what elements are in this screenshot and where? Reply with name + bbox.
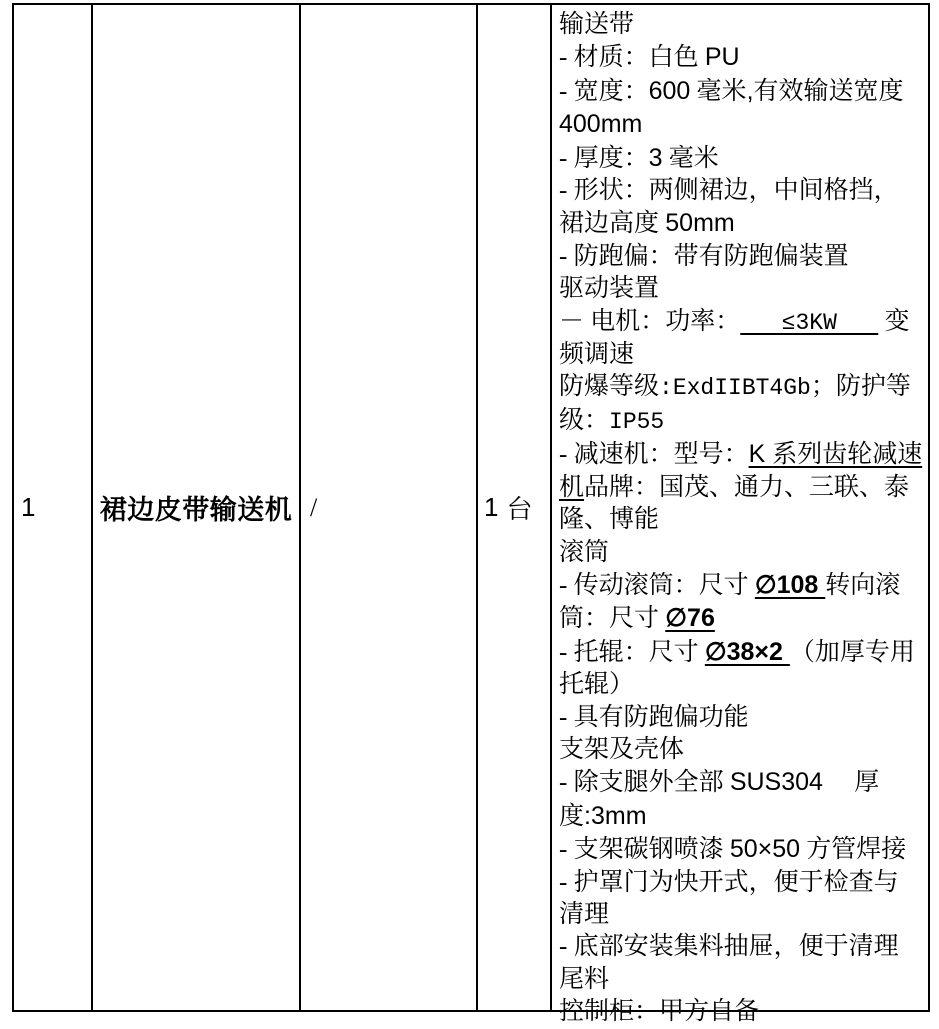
spec-line: 筒：尺寸 ∅76 xyxy=(559,604,715,633)
spec-line: 驱动装置 xyxy=(559,275,660,303)
spec-line: - 底部安装集料抽屉，便于清理 xyxy=(559,933,899,961)
row-index: 1 xyxy=(21,492,36,522)
spec-line: 频调速 xyxy=(559,341,635,369)
spec-line: - 具有防跑偏功能 xyxy=(559,703,749,731)
quantity-unit: 台 xyxy=(506,495,533,524)
spec-line: - 宽度：600 毫米,有效输送宽度 xyxy=(559,76,904,105)
spec-line: 托辊） xyxy=(559,671,635,699)
spec-line: - 托辊：尺寸 ∅38×2 （加厚专用 xyxy=(559,637,915,666)
spec-line: － 电机：功率： ≤3KW 变 xyxy=(559,307,910,336)
spec-line: 裙边高度 50mm xyxy=(559,209,735,238)
spec-line: 机品牌：国茂、通力、三联、泰 xyxy=(559,473,910,501)
spec-detail-cell xyxy=(552,5,928,1026)
spec-line: - 支架碳钢喷漆 50×50 方管焊接 xyxy=(559,835,907,864)
spec-mark-cell xyxy=(301,5,478,1010)
spec-mark: / xyxy=(310,492,318,522)
spec-line: 度:3mm xyxy=(559,801,647,830)
item-name: 裙边皮带输送机 xyxy=(99,495,293,525)
equipment-spec-table xyxy=(12,3,930,1026)
spec-line: - 传动滚筒：尺寸 ∅108 转向滚 xyxy=(559,570,901,599)
item-name-cell xyxy=(93,5,301,1010)
quantity-cell xyxy=(478,5,552,1010)
row-index-cell xyxy=(14,5,93,1010)
spec-line: 输送带 xyxy=(559,11,635,38)
spec-line: 控制柜：甲方自备 xyxy=(559,998,760,1026)
spec-line: 级：IP55 xyxy=(559,406,665,435)
spec-line: 防爆等级:ExdIIBT4Gb；防护等 xyxy=(559,373,911,402)
spec-line: - 护罩门为快开式，便于检查与 xyxy=(559,868,899,896)
quantity-number: 1 xyxy=(484,492,499,522)
spec-line: 清理 xyxy=(559,900,610,928)
spec-line: - 除支腿外全部 SUS304 厚 xyxy=(559,768,880,797)
spec-line: - 厚度：3 毫米 xyxy=(559,143,719,172)
spec-line: - 材质：白色 PU xyxy=(559,43,740,72)
spec-line: 尾料 xyxy=(559,965,610,993)
spec-line: - 防跑偏：带有防跑偏装置 xyxy=(559,242,849,270)
spec-line: 支架及壳体 xyxy=(559,735,685,763)
spec-line: - 减速机：型号：K 系列齿轮减速 xyxy=(559,440,923,469)
spec-line: 400mm xyxy=(559,110,643,139)
spec-line: - 形状：两侧裙边，中间格挡， xyxy=(559,177,899,205)
spec-line: 滚筒 xyxy=(559,538,610,566)
spec-line: 隆、博能 xyxy=(559,506,660,534)
